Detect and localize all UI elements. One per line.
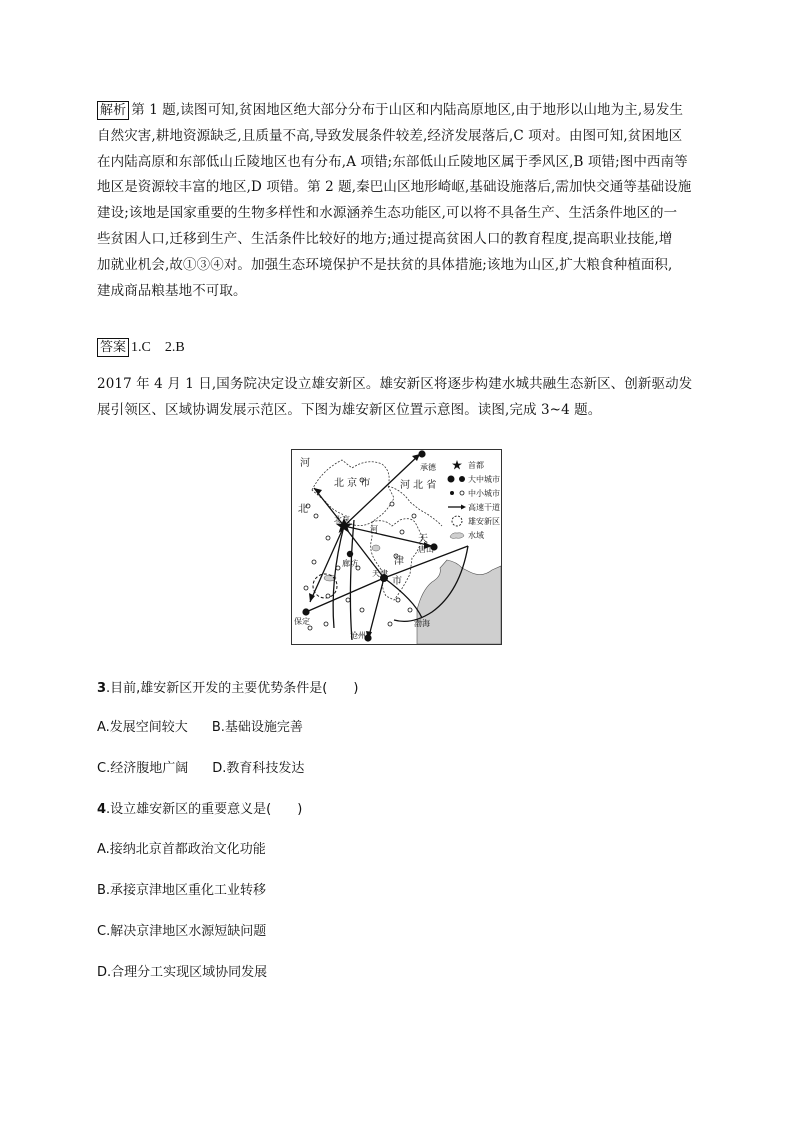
analysis-line: 自然灾害,耕地资源缺乏,且质量不高,导致发展条件较差,经济发展落后,C 项对。由图可知,贫困地区 <box>97 127 683 144</box>
label-langfang: 廊坊 <box>342 559 358 568</box>
label-beijing-shi: 北 京 市 <box>334 478 371 489</box>
question-4-stem <box>97 798 302 817</box>
small-city-icon <box>446 488 468 498</box>
analysis-line: 地区是资源较丰富的地区,D 项错。第 2 题,秦巴山区地形崎岖,基础设施落后,需加快交通等基础设施 <box>97 179 692 196</box>
question-number: 3 <box>97 681 107 696</box>
small-city <box>396 598 400 602</box>
large-city <box>302 608 309 615</box>
legend-item <box>446 472 500 486</box>
water-city-icon <box>446 530 468 540</box>
answer-line <box>97 336 185 357</box>
expressway-icon <box>446 502 468 512</box>
analysis-line: 建设;该地是国家重要的生物多样性和水源涵养生态功能区,可以将不具备生产、生活条件地区的一 <box>97 205 678 222</box>
option-d[interactable]: D.教育科技发达 <box>212 761 305 776</box>
label-he: 河 <box>300 458 310 469</box>
intro-line: 展引领区、区域协调发展示范区。下图为雄安新区位置示意图。读图,完成 3~4 题。 <box>97 401 602 418</box>
analysis-line: 在内陆高原和东部低山丘陵地区也有分布,A 项错;东部低山丘陵地区属于季风区,B 项错;图中西南等 <box>97 153 688 170</box>
small-city <box>326 594 330 598</box>
beijing-boundary <box>312 460 394 526</box>
intro-paragraph <box>97 372 697 424</box>
option-a[interactable]: A.发展空间较大 <box>97 720 188 735</box>
small-city <box>312 560 316 564</box>
small-city <box>400 530 404 534</box>
small-city <box>390 502 394 506</box>
label-baoding: 保定 <box>294 617 310 626</box>
legend-item <box>446 486 500 500</box>
small-city <box>324 622 328 626</box>
analysis-line-text: 第 1 题,读图可知,贫困地区绝大部分分布于山区和内陆高原地区,由于地形以山地为主,易发生 <box>131 102 684 118</box>
legend-label: 中小城市 <box>468 488 500 498</box>
answer-value: 1.C 2.B <box>131 340 185 355</box>
legend-label: 高速干道 <box>468 502 500 512</box>
option-b[interactable]: B.承接京津地区重化工业转移 <box>97 883 267 898</box>
label-chengde: 承德 <box>420 463 436 472</box>
label-beijing: 北京 <box>334 515 350 524</box>
small-city <box>408 608 412 612</box>
question-text: .目前,雄安新区开发的主要优势条件是( ) <box>106 681 359 696</box>
water-body <box>372 545 380 551</box>
small-city <box>388 622 392 626</box>
hebei-boundary <box>388 486 442 526</box>
small-city <box>314 514 318 518</box>
analysis-line: 建成商品粮基地不可取。 <box>97 282 247 299</box>
question-text: .设立雄安新区的重要意义是( ) <box>106 802 303 817</box>
legend-label: 首都 <box>468 460 484 470</box>
label-bohai: 渤海 <box>414 619 430 628</box>
legend-label: 水域 <box>468 530 484 540</box>
small-city <box>326 536 330 540</box>
question-3-options-row <box>97 757 304 776</box>
analysis-line: 些贫困人口,迁移到生产、生活条件比较好的地方;通过提高贫困人口的教育程度,提高职业技能,增 <box>97 230 673 247</box>
question-3-stem <box>97 677 358 696</box>
option-d[interactable]: D.合理分工实现区域协同发展 <box>97 965 268 980</box>
label-cangzhou: 沧州 <box>350 631 366 640</box>
legend-item <box>446 528 500 542</box>
label-jin: 津 <box>394 556 404 567</box>
expressway <box>368 578 384 640</box>
large-city-icon <box>446 474 468 484</box>
option-c[interactable]: C.经济腹地广阔 <box>97 761 189 776</box>
expressway <box>333 526 344 628</box>
analysis-paragraph <box>97 98 697 304</box>
bohai-sea <box>417 560 501 644</box>
label-tianjin: 天津 <box>372 569 388 578</box>
legend-label: 大中城市 <box>468 474 500 484</box>
label-he-small: 河 <box>370 525 378 534</box>
small-city <box>304 586 308 590</box>
question-3-options-row <box>97 716 303 735</box>
legend-item <box>446 500 500 514</box>
arrowhead <box>314 488 322 495</box>
small-city <box>360 608 364 612</box>
small-city <box>336 566 340 570</box>
expressway <box>384 578 422 618</box>
label-shi: 市 <box>392 576 402 587</box>
large-city <box>347 551 353 557</box>
label-tangshan: 唐山 <box>418 545 434 554</box>
small-city <box>346 598 350 602</box>
analysis-line <box>97 98 697 124</box>
large-city <box>418 450 425 457</box>
label-tian: 天 <box>418 534 428 545</box>
intro-line: 2017 年 4 月 1 日,国务院决定设立雄安新区。雄安新区将逐步构建水城共融生态新区、创新驱动发 <box>97 376 693 392</box>
star-icon <box>446 460 468 470</box>
map-legend <box>446 458 500 542</box>
analysis-tag: 解析 <box>97 101 129 120</box>
question-number: 4 <box>97 802 107 817</box>
legend-label: 雄安新区 <box>468 516 500 526</box>
answer-tag: 答案 <box>97 338 129 357</box>
small-city <box>412 514 416 518</box>
xiongan-area-icon <box>446 515 468 527</box>
legend-item <box>446 514 500 528</box>
label-bei: 北 <box>298 504 308 515</box>
option-c[interactable]: C.解决京津地区水源短缺问题 <box>97 924 267 939</box>
label-hebei-sheng: 河 北 省 <box>400 480 437 491</box>
analysis-line: 加就业机会,故①③④对。加强生态环境保护不是扶贫的具体措施;该地为山区,扩大粮食种植面积, <box>97 256 673 273</box>
option-a[interactable]: A.接纳北京首都政治文化功能 <box>97 842 266 857</box>
legend-item <box>446 458 500 472</box>
option-b[interactable]: B.基础设施完善 <box>211 720 303 735</box>
